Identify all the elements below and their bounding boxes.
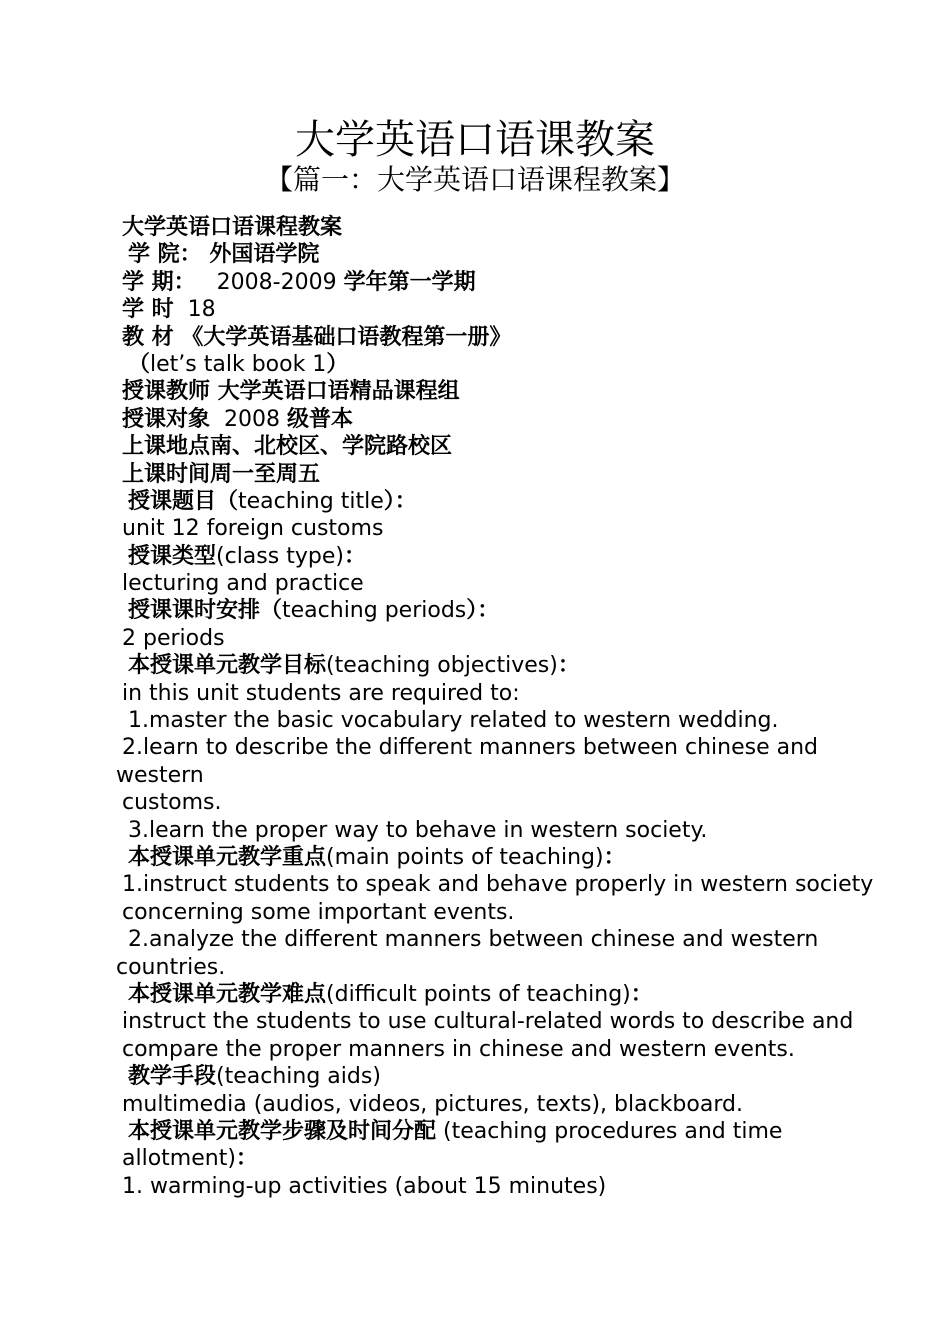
bracket: ）： — [466, 598, 500, 624]
field-audience — [0, 406, 950, 433]
field-teaching-periods — [0, 597, 950, 624]
english-label: teaching periods — [282, 598, 467, 624]
body-line: 2 periods — [122, 625, 225, 651]
bold-label: 本授课单元教学难点 — [128, 981, 327, 1007]
lesson-plan-body — [0, 214, 950, 1200]
english-label: (teaching objectives) — [326, 653, 558, 679]
bold-label: 本授课单元教学目标 — [128, 653, 327, 679]
field-schedule — [0, 461, 950, 488]
bold-label: 授课教师 大学英语口语精品课程组 — [122, 379, 460, 405]
body-line: unit 12 foreign customs — [122, 516, 384, 542]
bold-label: 教 材 《大学英语基础口语教程第一册》 — [122, 324, 512, 350]
bracket: ： — [557, 653, 580, 679]
bold-label: 学 期： — [122, 269, 196, 295]
bold-label: 大学英语口语课程教案 — [122, 215, 343, 240]
field-main-points — [0, 844, 950, 871]
field-teaching-aids — [0, 1063, 950, 1090]
body-line: customs. — [122, 790, 222, 816]
field-value: 2008 — [224, 406, 281, 432]
body-line: multimedia (audios, videos, pictures, texts), blackboard. — [122, 1091, 743, 1117]
field-textbook — [0, 324, 950, 351]
body-line: concerning some important events. — [122, 899, 515, 925]
body-line: instruct the students to use cultural-related words to describe and — [122, 1009, 854, 1035]
field-value: 2008-2009 — [216, 269, 337, 295]
bracket: ） — [326, 351, 349, 377]
body-line: 1.instruct students to speak and behave properly in western society — [122, 872, 874, 898]
bold-label: 学 时 — [122, 297, 174, 323]
body-line: in this unit students are required to: — [122, 680, 520, 706]
bracket: ： — [630, 981, 653, 1007]
document-title: 大学英语口语课教案 — [295, 117, 655, 163]
bold-label: 本授课单元教学重点 — [128, 844, 327, 870]
bold-label: 级普本 — [287, 406, 354, 432]
field-teacher — [0, 378, 950, 405]
bracket: ）： — [383, 488, 417, 514]
bold-label: 上课地点南、北校区、学院路校区 — [122, 434, 453, 460]
english-label: (difficult points of teaching) — [326, 981, 631, 1007]
bold-label: 授课类型 — [128, 543, 217, 569]
field-value: let’s talk book 1 — [150, 351, 327, 377]
body-line: countries. — [116, 954, 226, 980]
english-label: teaching title — [238, 488, 384, 514]
field-textbook-english — [0, 351, 950, 378]
field-value: 18 — [187, 297, 216, 323]
bold-label: 授课题目（ — [128, 488, 239, 514]
field-location — [0, 433, 950, 460]
field-class-type — [0, 543, 950, 570]
bold-label: 上课时间周一至周五 — [122, 461, 321, 487]
bold-label: 授课对象 — [122, 406, 211, 432]
bold-label: 学 院： 外国语学院 — [128, 242, 320, 268]
bold-label: 学年第一学期 — [343, 269, 476, 295]
bracket: ： — [235, 1146, 258, 1172]
body-line: western — [116, 762, 204, 788]
english-label: allotment) — [122, 1146, 236, 1172]
body-line: lecturing and practice — [122, 571, 364, 597]
field-procedures — [0, 1118, 950, 1145]
field-objectives — [0, 652, 950, 679]
field-procedures-cont — [0, 1145, 950, 1172]
field-difficult-points — [0, 981, 950, 1008]
document-subtitle: 【篇一：大学英语口语课程教案】 — [264, 163, 685, 196]
field-teaching-title — [0, 488, 950, 515]
bracket: （ — [128, 351, 151, 377]
body-line: 3.learn the proper way to behave in western society. — [128, 817, 708, 843]
english-label: (teaching aids) — [216, 1064, 381, 1090]
bracket: ： — [343, 543, 366, 569]
english-label: (teaching procedures and time — [436, 1118, 783, 1144]
english-label: (class type) — [216, 543, 344, 569]
body-line: 1.master the basic vocabulary related to western wedding. — [128, 708, 779, 734]
bracket: ： — [603, 844, 626, 870]
section-heading — [0, 214, 950, 241]
body-line: 1. warming-up activities (about 15 minutes) — [122, 1173, 607, 1199]
bold-label: 教学手段 — [128, 1064, 217, 1090]
field-hours — [0, 296, 950, 323]
bold-label: 授课课时安排（ — [128, 598, 283, 624]
english-label: (main points of teaching) — [326, 844, 604, 870]
body-line: compare the proper manners in chinese and western events. — [122, 1036, 795, 1062]
body-line: 2.analyze the different manners between chinese and western — [128, 927, 819, 953]
field-term — [0, 269, 950, 296]
field-college — [0, 241, 950, 268]
body-line: 2.learn to describe the different manners between chinese and — [122, 735, 818, 761]
bold-label: 本授课单元教学步骤及时间分配 — [128, 1118, 437, 1144]
